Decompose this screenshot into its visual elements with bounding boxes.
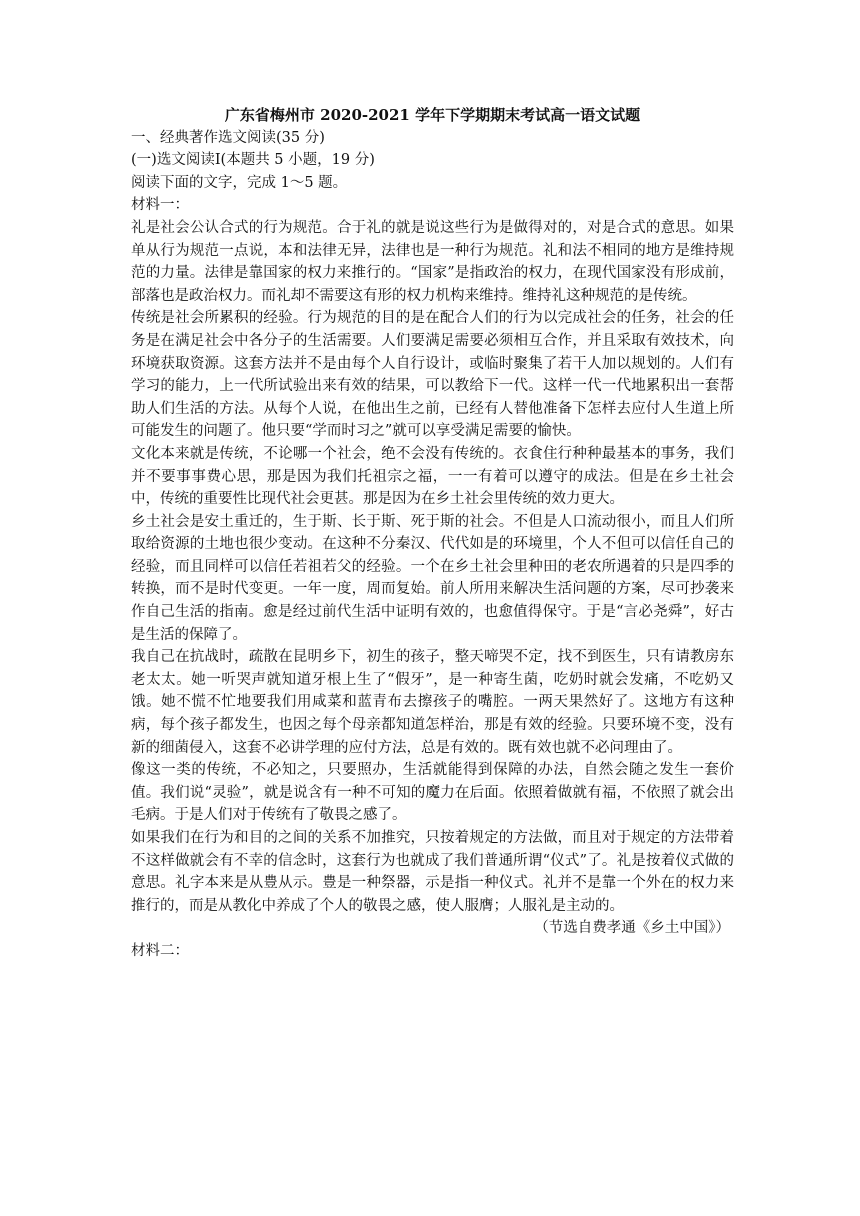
- paragraph-7: 如果我们在行为和目的之间的关系不加推究，只按着规定的方法做，而且对于规定的方法带着不这样做就会有不幸的信念时，这套行为也就成了我们普通所谓“仪式”了。礼是按着仪式做的意思。礼字本来是从豊从示。豊是一种祭器，示是指一种仪式。礼并不是靠一个外在的权力来推行的，而是从教化中养成了个人的敬畏之感，使人服膺；人服礼是主动的。: [131, 830, 734, 914]
- source-note: （节选自费孝通《乡土中国》）: [534, 920, 730, 937]
- paragraph-4: 乡土社会是安土重迁的，生于斯、长于斯、死于斯的社会。不但是人口流动很小，而且人们所取给资源的土地也很少变动。在这种不分秦汉、代代如是的环境里，个人不但可以信任自己的经验，而且同样可以信任若祖若父的经验。一个在乡土社会里种田的老农所遇着的只是四季的转换，而不是时代变更。一年一度，周而复始。前人所用来解决生活问题的方案，尽可抄袭来作自己生活的指南。愈是经过前代生活中证明有效的，也愈值得保守。于是“言必尧舜”，好古是生活的保障了。: [131, 513, 734, 643]
- material-one-label: 材料一：: [131, 197, 189, 214]
- subsection-heading: (一)选文阅读Ⅰ(本题共 5 小题，19 分): [131, 152, 375, 169]
- material-two-label: 材料二：: [131, 942, 189, 959]
- section-heading: 一、经典著作选文阅读(35 分): [131, 129, 325, 146]
- paragraph-1: 礼是社会公认合式的行为规范。合于礼的就是说这些行为是做得对的，对是合式的意思。如果单从行为规范一点说，本和法律无异，法律也是一种行为规范。礼和法不相同的地方是维持规范的力量。法律是靠国家的权力来推行的。“国家”是指政治的权力，在现代国家没有形成前，部落也是政治权力。而礼却不需要这有形的权力机构来维持。维持礼这种规范的是传统。: [131, 219, 734, 304]
- document-title: 广东省梅州市 2020-2021 学年下学期期末考试高一语文试题: [224, 106, 641, 124]
- paragraph-3: 文化本来就是传统，不论哪一个社会，绝不会没有传统的。衣食住行种种最基本的事务，我们并不要事事费心思，那是因为我们托祖宗之福，一一有着可以遵守的成法。但是在乡土社会中，传统的重要性比现代社会更甚。那是因为在乡土社会里传统的效力更大。: [131, 445, 734, 508]
- reading-instruction: 阅读下面的文字，完成 1～5 题。: [131, 174, 348, 191]
- paragraph-2: 传统是社会所累积的经验。行为规范的目的是在配合人们的行为以完成社会的任务，社会的任务是在满足社会中各分子的生活需要。人们要满足需要必须相互合作，并且采取有效技术，向环境获取资源。这套方法并不是由每个人自行设计，或临时聚集了若干人加以规划的。人们有学习的能力，上一代所试验出来有效的结果，可以教给下一代。这样一代一代地累积出一套帮助人们生活的方法。从每个人说，在他出生之前，已经有人替他准备下怎样去应付人生道上所可能发生的问题了。他只要“学而时习之”就可以享受满足需要的愉快。: [131, 310, 734, 440]
- paragraph-6: 像这一类的传统，不必知之，只要照办，生活就能得到保障的办法，自然会随之发生一套价值。我们说“灵验”，就是说含有一种不可知的魔力在后面。依照着做就有福，不依照了就会出毛病。于是人们对于传统有了敬畏之感了。: [131, 762, 734, 824]
- paragraph-5: 我自己在抗战时，疏散在昆明乡下，初生的孩子，整天啼哭不定，找不到医生，只有请教房东老太太。她一听哭声就知道牙根上生了“假牙”，是一种寄生菌，吃奶时就会发痛，不吃奶又饿。她不慌不忙地要我们用咸菜和蓝青布去擦孩子的嘴腔。一两天果然好了。这地方有这种病，每个孩子都发生，也因之每个母亲都知道怎样治，那是有效的经验。只要环境不变，没有新的细菌侵入，这套不必讲学理的应付方法，总是有效的。既有效也就不必问理由了。: [131, 649, 734, 756]
